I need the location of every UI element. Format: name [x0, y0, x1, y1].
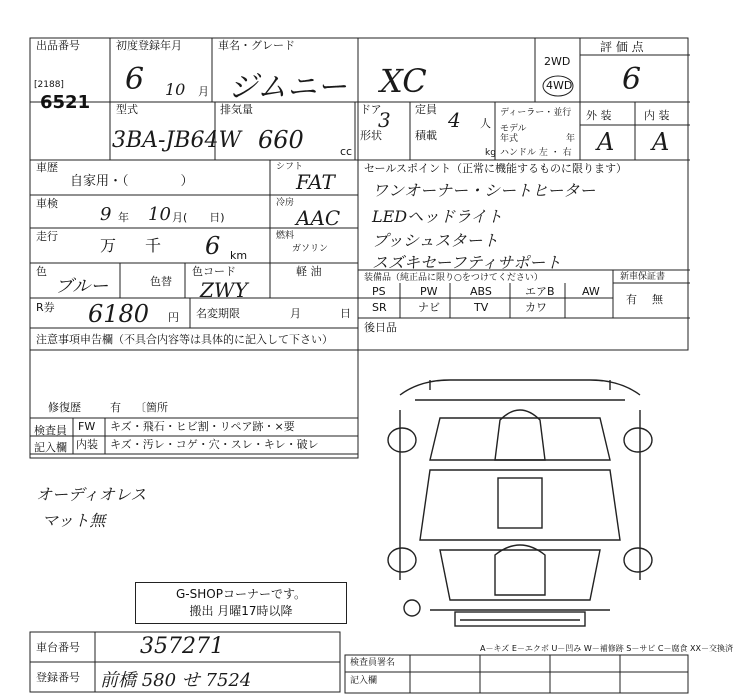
- color-label: 色: [36, 265, 47, 278]
- kg-label: kg: [485, 148, 496, 158]
- exterior-value: A: [597, 128, 615, 156]
- capacity-value: 4: [448, 108, 461, 132]
- selling-point-2: LEDヘッドライト: [372, 207, 503, 226]
- lot-label: 出品番号: [36, 39, 80, 52]
- grade-value: 6: [622, 62, 642, 97]
- fuel-diesel: 軽 油: [296, 265, 322, 278]
- model-name-label: 車名・グレード: [218, 39, 295, 52]
- name-change-day: 日: [340, 307, 351, 320]
- car-diagram: [388, 380, 652, 626]
- fw-label: FW: [78, 420, 96, 433]
- mileage-unit: km: [230, 249, 248, 262]
- first-reg-year: 6: [125, 62, 145, 97]
- model-year-label: モデル 年式: [500, 124, 527, 144]
- repair-value: 有: [110, 401, 121, 414]
- equip-tv: TV: [474, 301, 489, 314]
- warranty-label: 新車保証書: [620, 272, 666, 282]
- first-reg-month-unit: 月: [198, 85, 209, 98]
- door-label: ドア: [360, 103, 382, 116]
- equipment-label: 装備品（純正品に限り○をつけてください）: [364, 273, 543, 283]
- door-value: 3: [378, 108, 391, 132]
- exterior-label: 外 装: [586, 109, 612, 122]
- inspector-label: 検査員署名: [350, 658, 396, 668]
- drive-2wd: 2WD: [544, 55, 571, 68]
- selling-point-3: プッシュスタート: [372, 231, 499, 250]
- type-value: 3BA-JB64W: [112, 128, 242, 153]
- note-1: オーディオレス: [36, 485, 147, 504]
- grade: XC: [380, 62, 427, 100]
- interior-value: A: [652, 128, 670, 156]
- mileage-value: 6: [205, 232, 221, 260]
- name-change-month: 月: [290, 307, 301, 320]
- lot-number: 6521: [40, 92, 91, 113]
- mileage-label: 走行: [36, 230, 58, 243]
- selling-points-label: セールスポイント（正常に機能するものに限ります）: [364, 162, 628, 175]
- interior-items: キズ・汚レ・コゲ・穴・スレ・キレ・破レ: [110, 438, 319, 451]
- equip-sr: SR: [372, 301, 387, 314]
- mileage-sen: 千: [145, 236, 162, 255]
- notice-label: 注意事項申告欄（不具合内容等は具体的に記入して下さい）: [36, 333, 333, 346]
- repair-label: 修復歴: [48, 401, 81, 414]
- inspection-label: 車検: [36, 197, 58, 210]
- model-name: ジムニー: [228, 70, 347, 105]
- equip-aw: AW: [582, 285, 600, 298]
- inspection-month: 10: [148, 204, 171, 225]
- note-2: マット無: [42, 511, 106, 530]
- recycle-label: R券: [36, 301, 55, 314]
- year-suffix: 年: [566, 134, 576, 144]
- handle-label: ハンドル 左 ・ 右: [500, 148, 572, 158]
- warranty-no: 無: [652, 293, 663, 306]
- displacement-label: 排気量: [220, 103, 253, 116]
- cooling-label: 冷房: [276, 198, 295, 208]
- equip-navi: ナビ: [418, 301, 440, 314]
- first-reg-label: 初度登録年月: [116, 39, 182, 52]
- color-code-label: 色コード: [192, 265, 236, 278]
- interior-label: 内 装: [644, 109, 670, 122]
- selling-point-1: ワンオーナー・シートヒーター: [372, 181, 596, 200]
- drive-4wd: 4WD: [546, 79, 573, 92]
- history-value: 自家用・（ ）: [70, 174, 194, 189]
- load-label: 積載: [415, 129, 437, 142]
- type-label: 型式: [116, 103, 138, 116]
- mileage-man: 万: [100, 236, 117, 255]
- lot-small: [2188]: [34, 80, 64, 90]
- damage-legend: A－キズ E－エクボ U－凹み W－補修跡 S－サビ C－腐食 XX－交換済: [480, 644, 733, 653]
- selling-point-4: スズキセーフティサポート: [372, 253, 562, 272]
- shift-value: FAT: [296, 170, 335, 194]
- equip-leather: カワ: [525, 301, 547, 314]
- shape-label: 形状: [360, 129, 382, 142]
- chassis-label: 車台番号: [36, 641, 80, 654]
- recycle-value: 6180: [88, 300, 150, 328]
- member-value: 前橋 580 せ 7524: [100, 670, 252, 691]
- color-value: ブルー: [55, 276, 109, 297]
- interior-row-label: 内装: [76, 438, 98, 451]
- fw-items: キズ・飛石・ヒビ割・リペア跡・×要: [110, 420, 295, 433]
- inspection-year: 9: [100, 204, 112, 225]
- shift-label: シフト: [276, 162, 304, 172]
- history-label: 車歴: [36, 161, 58, 174]
- cooling-value: AAC: [296, 206, 341, 230]
- fuel-gasoline: ガソリン: [292, 244, 329, 254]
- grade-label: 評 価 点: [600, 40, 644, 54]
- shop-line-2: 搬出 月曜17時以降: [189, 604, 293, 618]
- shop-line-1: G-SHOPコーナーです。: [176, 587, 306, 601]
- color-code-value: ZWY: [200, 278, 248, 302]
- capacity-label: 定員: [415, 103, 437, 116]
- member-label: 登録番号: [36, 671, 80, 684]
- shop-notice: [135, 582, 347, 624]
- displacement-unit: cc: [340, 145, 353, 158]
- equip-airbag: エアB: [525, 285, 555, 298]
- equip-pw: PW: [420, 285, 438, 298]
- recycle-unit: 円: [168, 311, 179, 324]
- inspection-year-unit: 年: [118, 211, 129, 224]
- check-label: 検査員 記入欄: [34, 424, 67, 454]
- equip-abs: ABS: [470, 285, 492, 298]
- warranty-yes: 有: [626, 293, 637, 306]
- first-reg-month: 10: [165, 80, 186, 99]
- displacement-value: 660: [258, 126, 304, 154]
- color-no-label: 色替: [150, 275, 172, 288]
- equip-ps: PS: [372, 285, 386, 298]
- rear-seat-label: 後日品: [364, 321, 397, 334]
- fuel-label: 燃料: [276, 231, 295, 241]
- name-change-label: 名変期限: [196, 307, 240, 320]
- capacity-unit: 人: [480, 117, 491, 130]
- dealer-label: ディーラー・並行: [500, 108, 572, 118]
- inspection-month-unit: 月( 日): [172, 211, 225, 224]
- repair-place: 〔箇所: [135, 401, 168, 414]
- chassis-value: 357271: [140, 634, 224, 659]
- bottom-small-label: 記入欄: [350, 676, 378, 686]
